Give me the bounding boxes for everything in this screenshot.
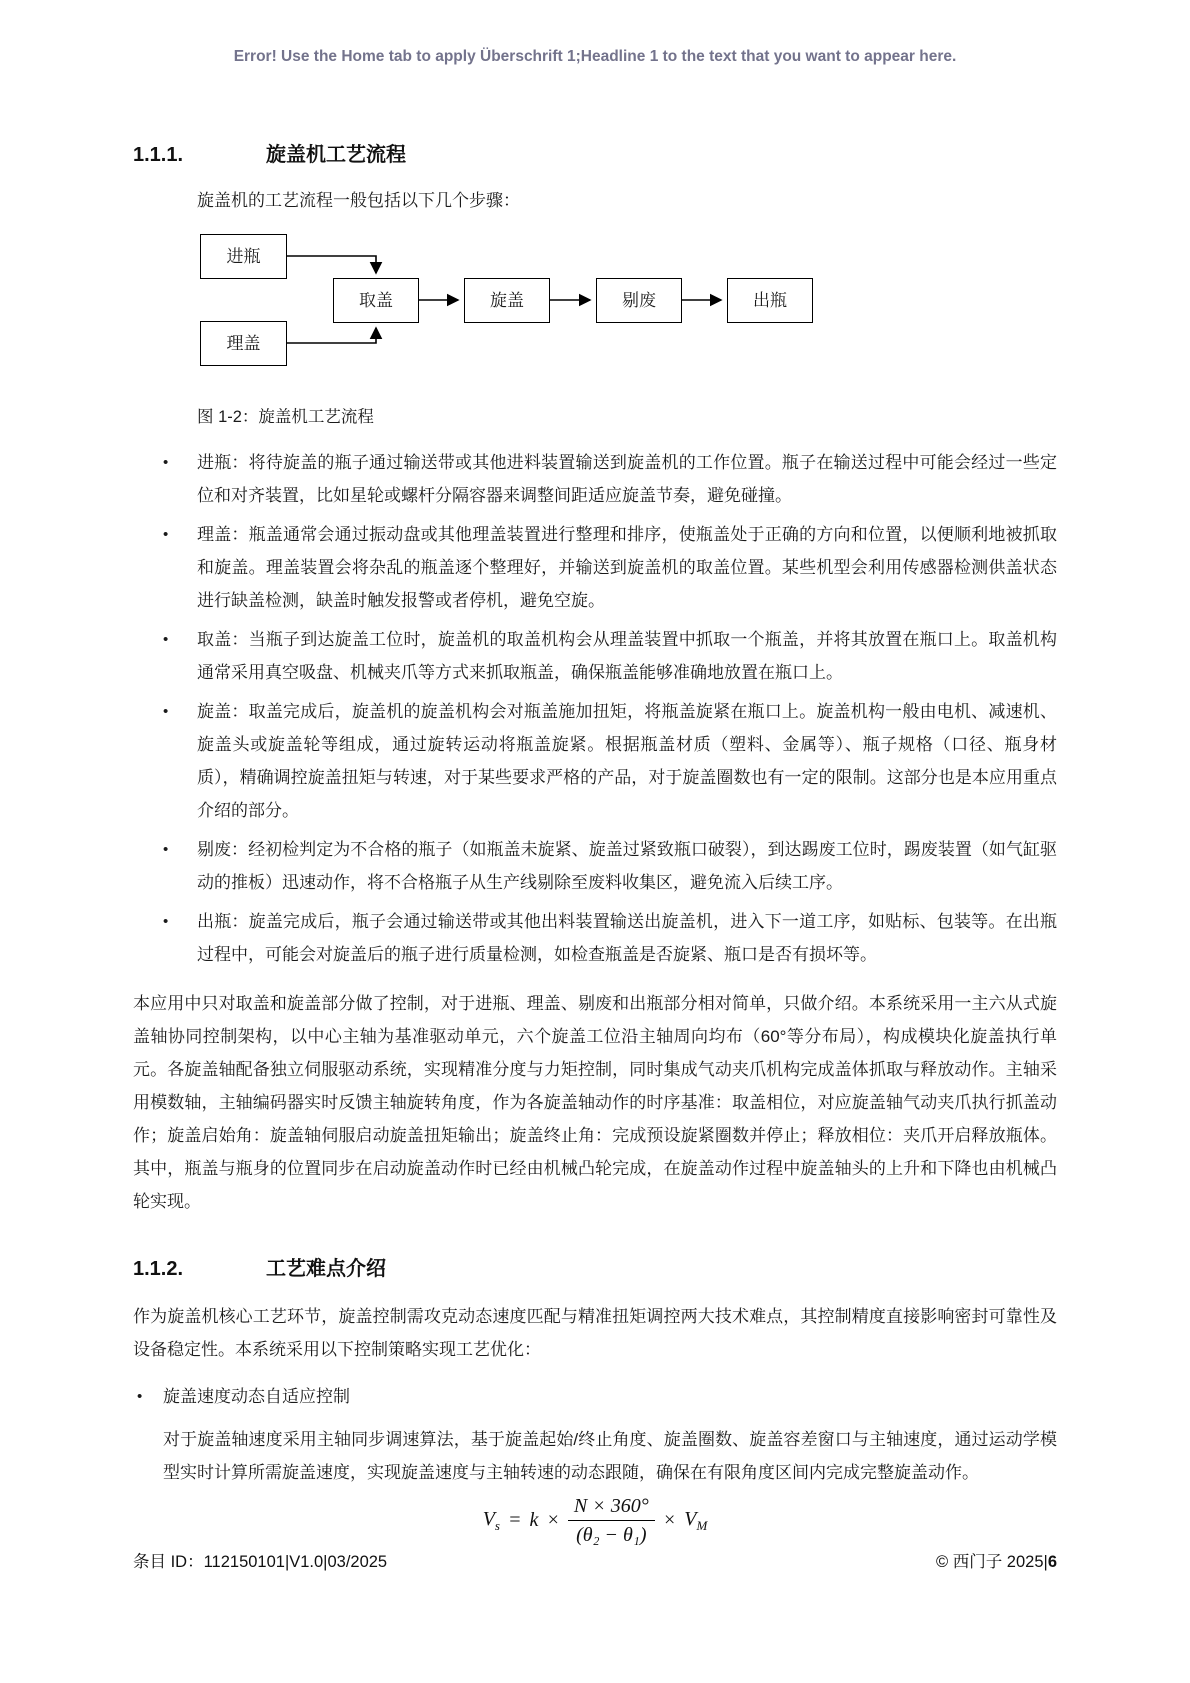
section-title: 旋盖机工艺流程 — [266, 144, 406, 166]
intro-paragraph: 旋盖机的工艺流程一般包括以下几个步骤： — [197, 191, 520, 210]
list-item-text: 出瓶：旋盖完成后，瓶子会通过输送带或其他出料装置输送出旋盖机，进入下一道工序，如贴标、包装等。在出瓶过程中，可能会对旋盖后的瓶子进行质量检测，如检查瓶盖是否旋紧、瓶口是否有损坏等。 — [197, 912, 1057, 964]
bullet-icon: • — [163, 526, 169, 543]
formula-multiply: × — [662, 1509, 677, 1531]
formula-coefficient: k — [529, 1509, 539, 1531]
footer-copyright: © 西门子 2025|6 — [935, 1553, 1057, 1571]
list-item-text: 理盖：瓶盖通常会通过振动盘或其他理盖装置进行整理和排序，使瓶盖处于正确的方向和位置，以便顺利地被抓取和旋盖。理盖装置会将杂乱的瓶盖逐个整理好，并输送到旋盖机的取盖位置。某些机型会利用传感器检测供盖状态进行缺盖检测，缺盖时触发报警或者停机，避免空旋。 — [197, 525, 1057, 610]
list-item — [133, 518, 1057, 617]
bullet-icon: • — [163, 913, 169, 930]
process-step-list — [133, 446, 1057, 971]
page-number: 6 — [1047, 1553, 1057, 1571]
page-footer — [133, 1548, 1057, 1572]
list-item — [133, 446, 1057, 512]
flowchart-node-bottle-out: 出瓶 — [727, 278, 813, 323]
section-1-1-1-heading — [133, 140, 1057, 170]
difficulty-intro-paragraph: 作为旋盖机核心工艺环节，旋盖控制需攻克动态速度匹配与精准扭矩调控两大技术难点，其控制精度直接影响密封可靠性及设备稳定性。本系统采用以下控制策略实现工艺优化： — [133, 1307, 1057, 1359]
system-architecture-paragraph: 本应用中只对取盖和旋盖部分做了控制，对于进瓶、理盖、剔废和出瓶部分相对简单，只做介绍。本系统采用一主六从式旋盖轴协同控制架构，以中心主轴为基准驱动单元，六个旋盖工位沿主轴周向均布（60°等分布局），构成模块化旋盖执行单元。各旋盖轴配备独立伺服驱动系统，实现精准分度与力矩控制，同时集成气动夹爪机构完成盖体抓取与释放动作。主轴采用模数轴，主轴编码器实时反馈主轴旋转角度，作为各旋盖轴动作的时序基准：取盖相位，对应旋盖轴气动夹爪执行抓盖动作；旋盖启始角：旋盖轴伺服启动旋盖扭矩输出；旋盖终止角：完成预设旋紧圈数并停止；释放相位：夹爪开启释放瓶体。其中，瓶盖与瓶身的位置同步在启动旋盖动作时已经由机械凸轮完成，在旋盖动作过程中旋盖轴头的上升和下降也由机械凸轮实现。 — [133, 994, 1057, 1211]
formula-capping-speed — [133, 1493, 1057, 1548]
section-number: 1.1.1. — [133, 144, 184, 166]
flowchart-node-bottle-in: 进瓶 — [200, 234, 287, 279]
page-body — [133, 140, 1057, 1548]
list-item-text: 进瓶：将待旋盖的瓶子通过输送带或其他进料装置输送到旋盖机的工作位置。瓶子在输送过程中可能会经过一些定位和对齐装置，比如星轮或螺杆分隔容器来调整间距适应旋盖节奏，避免碰撞。 — [197, 453, 1057, 505]
list-item — [133, 1380, 1057, 1413]
bullet-icon: • — [163, 454, 169, 471]
list-item — [133, 833, 1057, 899]
header-error-field: Error! Use the Home tab to apply Überschrift 1;Headline 1 to the text that you want to appear here. — [233, 48, 957, 65]
formula-equals: = — [507, 1509, 522, 1531]
section-number: 1.1.2. — [133, 1258, 184, 1280]
list-item-text: 取盖：当瓶子到达旋盖工位时，旋盖机的取盖机构会从理盖装置中抓取一个瓶盖，并将其放置在瓶口上。取盖机构通常采用真空吸盘、机械夹爪等方式来抓取瓶盖，确保瓶盖能够准确地放置在瓶口上。 — [197, 630, 1057, 682]
bullet-icon: • — [137, 1388, 143, 1405]
flowchart-node-capping: 旋盖 — [464, 278, 550, 323]
bullet-icon: • — [163, 703, 169, 720]
formula-multiply: × — [546, 1509, 560, 1531]
formula-denominator: (θ₂ − θ₁) — [576, 1524, 647, 1546]
flowchart-node-reject: 剔废 — [596, 278, 682, 323]
flowchart-node-cap-pick: 取盖 — [333, 278, 419, 323]
list-item — [133, 623, 1057, 689]
formula-numerator: N × 360° — [568, 1493, 655, 1521]
formula-fraction — [568, 1493, 655, 1548]
formula-lhs: $V_s$ — [482, 1507, 500, 1533]
speed-control-paragraph: 对于旋盖轴速度采用主轴同步调速算法，基于旋盖起始/终止角度、旋盖圈数、旋盖容差窗口与主轴速度，通过运动学模型实时计算所需旋盖速度，实现旋盖速度与主轴转速的动态跟随，确保在有限角度区间内完成完整旋盖动作。 — [163, 1430, 1057, 1482]
section-title: 工艺难点介绍 — [266, 1258, 386, 1280]
list-item — [133, 695, 1057, 827]
flowchart-node-cap-sort: 理盖 — [200, 321, 287, 366]
list-item-text: 剔废：经初检判定为不合格的瓶子（如瓶盖未旋紧、旋盖过紧致瓶口破裂），到达踢废工位时，踢废装置（如气缸驱动的推板）迅速动作，将不合格瓶子从生产线剔除至废料收集区，避免流入后续工序。 — [197, 840, 1057, 892]
footer-entry-id: 条目 ID：112150101|V1.0|03/2025 — [133, 1553, 388, 1571]
list-item-text: 旋盖速度动态自适应控制 — [163, 1387, 350, 1406]
bullet-icon: • — [163, 631, 169, 648]
list-item — [133, 905, 1057, 971]
list-item-text: 旋盖：取盖完成后，旋盖机的旋盖机构会对瓶盖施加扭矩，将瓶盖旋紧在瓶口上。旋盖机构一般由电机、减速机、旋盖头或旋盖轮等组成，通过旋转运动将瓶盖旋紧。根据瓶盖材质（塑料、金属等）、瓶子规格（口径、瓶身材质），精确调控旋盖扭矩与转速，对于某些要求严格的产品，对于旋盖圈数也有一定的限制。这部分也是本应用重点介绍的部分。 — [197, 702, 1057, 820]
bullet-icon: • — [163, 841, 169, 858]
process-flowchart — [197, 231, 837, 376]
figure-caption: 图 1-2：旋盖机工艺流程 — [197, 408, 374, 426]
section-1-1-2-heading — [133, 1254, 1057, 1284]
formula-rhs: $V_M$ — [684, 1507, 708, 1533]
